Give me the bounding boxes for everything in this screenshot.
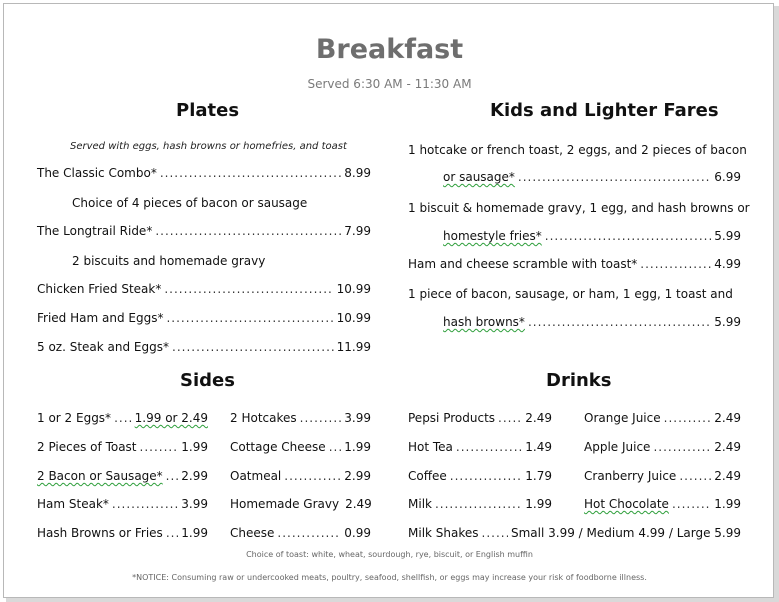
menu-item-biscuit <box>443 229 741 247</box>
menu-item-steak-eggs <box>37 340 371 358</box>
drinks-heading: Drinks <box>546 370 612 391</box>
drink-item-cranberry-juice <box>584 469 741 487</box>
item-price: 2.49 <box>345 497 372 511</box>
item-price: 2.49 <box>714 440 741 454</box>
item-label: Cheese <box>230 526 275 540</box>
item-label: Fried Ham and Eggs* <box>37 311 164 325</box>
item-price: 1.49 <box>525 440 552 454</box>
item-label: Homemade Gravy <box>230 497 340 511</box>
drink-item-coffee <box>408 469 552 487</box>
drink-item-orange-juice <box>584 411 741 429</box>
leader-dots <box>450 469 523 483</box>
item-price: 3.99 <box>344 411 371 425</box>
item-price: 2.49 <box>714 469 741 483</box>
leader-dots <box>456 440 522 454</box>
item-price: 1.99 <box>344 440 371 454</box>
leader-dots <box>528 315 711 329</box>
item-price: 10.99 <box>336 282 371 296</box>
leader-dots <box>166 311 333 325</box>
item-label: Hot Chocolate <box>584 497 669 511</box>
side-item-bacon <box>37 469 208 487</box>
leader-dots <box>672 497 711 511</box>
item-price: 8.99 <box>344 166 371 180</box>
item-price: 5.99 <box>714 229 741 243</box>
drink-item-milk-shakes <box>408 526 741 544</box>
item-label: Apple Juice <box>584 440 651 454</box>
item-label: Ham and cheese scramble with toast* <box>408 257 638 271</box>
menu-item-chicken-fried-steak <box>37 282 371 300</box>
menu-item-hotcake <box>443 170 741 188</box>
drink-item-apple-juice <box>584 440 741 458</box>
drink-item-pepsi <box>408 411 552 429</box>
item-label: 5 oz. Steak and Eggs* <box>37 340 169 354</box>
item-price: 4.99 <box>714 257 741 271</box>
drink-item-milk <box>408 497 552 515</box>
item-label: 2 Hotcakes <box>230 411 297 425</box>
item-label: Hot Tea <box>408 440 453 454</box>
leader-dots <box>166 526 178 540</box>
sides-heading: Sides <box>180 370 235 391</box>
item-label: Pepsi Products <box>408 411 496 425</box>
leader-dots <box>300 411 342 425</box>
menu-item-fried-ham-eggs <box>37 311 371 329</box>
leader-dots <box>498 411 522 425</box>
menu-item-bacon-egg <box>443 315 741 333</box>
item-price: 2.99 <box>181 469 208 483</box>
item-price: 1.79 <box>525 469 552 483</box>
toast-choice-note: Choice of toast: white, wheat, sourdough, rye, biscuit, or English muffin <box>246 550 533 559</box>
item-price: 1.99 <box>181 526 208 540</box>
plates-heading: Plates <box>176 100 240 121</box>
side-item-cheese <box>230 526 371 544</box>
item-label: Coffee <box>408 469 447 483</box>
item-description: Choice of 4 pieces of bacon or sausage <box>72 196 308 210</box>
item-price: 10.99 <box>336 311 371 325</box>
kids-heading: Kids and Lighter Fares <box>490 100 719 121</box>
side-item-hotcakes <box>230 411 371 429</box>
leader-dots <box>482 526 508 540</box>
side-item-gravy <box>230 497 371 515</box>
leader-dots <box>166 469 179 483</box>
leader-dots <box>679 469 711 483</box>
item-label: Ham Steak* <box>37 497 109 511</box>
item-label: The Classic Combo* <box>37 166 157 180</box>
item-label: 2 Bacon or Sausage* <box>37 469 163 483</box>
item-label: Cranberry Juice <box>584 469 677 483</box>
item-price: 2.49 <box>525 411 552 425</box>
item-price: 5.99 <box>714 315 741 329</box>
menu-item-classic-combo <box>37 166 371 184</box>
item-price: 0.99 <box>344 526 371 540</box>
side-item-ham-steak <box>37 497 208 515</box>
leader-dots <box>664 411 712 425</box>
leader-dots <box>284 469 341 483</box>
item-label: or sausage* <box>443 170 515 184</box>
side-item-toast <box>37 440 208 458</box>
leader-dots <box>653 440 711 454</box>
item-price: 2.49 <box>714 411 741 425</box>
side-item-oatmeal <box>230 469 371 487</box>
item-label: 1 or 2 Eggs* <box>37 411 112 425</box>
leader-dots <box>518 170 711 184</box>
leader-dots <box>164 282 333 296</box>
page-shadow-bottom <box>6 598 779 602</box>
item-label: Milk Shakes <box>408 526 479 540</box>
menu-title: Breakfast <box>315 34 464 65</box>
item-label: Milk <box>408 497 432 511</box>
plates-note: Served with eggs, hash browns or homefries, and toast <box>70 141 347 152</box>
item-description: 1 hotcake or french toast, 2 eggs, and 2 pieces of bacon <box>408 143 747 157</box>
item-price: 2.99 <box>344 469 371 483</box>
item-label: Hash Browns or Fries <box>37 526 163 540</box>
item-label: Chicken Fried Steak* <box>37 282 162 296</box>
side-item-cottage-cheese <box>230 440 371 458</box>
item-description: 1 piece of bacon, sausage, or ham, 1 egg, 1 toast and <box>408 287 733 301</box>
health-notice: *NOTICE: Consuming raw or undercooked meats, poultry, seafood, shellfish, or eggs may increase your risk of foodborne illness. <box>132 573 647 582</box>
item-label: 2 Pieces of Toast <box>37 440 137 454</box>
item-label: Cottage Cheese <box>230 440 326 454</box>
item-description: 2 biscuits and homemade gravy <box>72 254 266 268</box>
item-label: Oatmeal <box>230 469 282 483</box>
item-description: 1 biscuit & homemade gravy, 1 egg, and hash browns or <box>408 201 750 215</box>
leader-dots <box>155 224 341 238</box>
serving-hours: Served 6:30 AM - 11:30 AM <box>307 77 472 91</box>
menu-item-longtrail-ride <box>37 224 371 242</box>
leader-dots <box>277 526 341 540</box>
leader-dots <box>112 497 178 511</box>
item-price: Small 3.99 / Medium 4.99 / Large 5.99 <box>510 526 741 540</box>
item-price: 7.99 <box>344 224 371 238</box>
leader-dots <box>545 229 712 243</box>
leader-dots <box>140 440 179 454</box>
item-label: hash browns* <box>443 315 525 329</box>
leader-dots <box>172 340 334 354</box>
menu-item-ham-cheese-scramble <box>408 257 741 275</box>
item-price: 11.99 <box>336 340 371 354</box>
leader-dots <box>640 257 711 271</box>
item-price: 1.99 <box>714 497 741 511</box>
item-label: The Longtrail Ride* <box>37 224 153 238</box>
drink-item-hot-chocolate <box>584 497 741 515</box>
item-label: homestyle fries* <box>443 229 542 243</box>
item-price: 3.99 <box>181 497 208 511</box>
leader-dots <box>329 440 342 454</box>
side-item-eggs <box>37 411 208 429</box>
item-price: 1.99 or 2.49 <box>134 411 208 425</box>
leader-dots <box>435 497 522 511</box>
leader-dots <box>114 411 132 425</box>
side-item-hash-browns <box>37 526 208 544</box>
page-shadow-right <box>774 6 779 602</box>
item-price: 6.99 <box>714 170 741 184</box>
drink-item-hot-tea <box>408 440 552 458</box>
item-price: 1.99 <box>181 440 208 454</box>
leader-dots <box>160 166 341 180</box>
item-label: Orange Juice <box>584 411 661 425</box>
item-price: 1.99 <box>525 497 552 511</box>
